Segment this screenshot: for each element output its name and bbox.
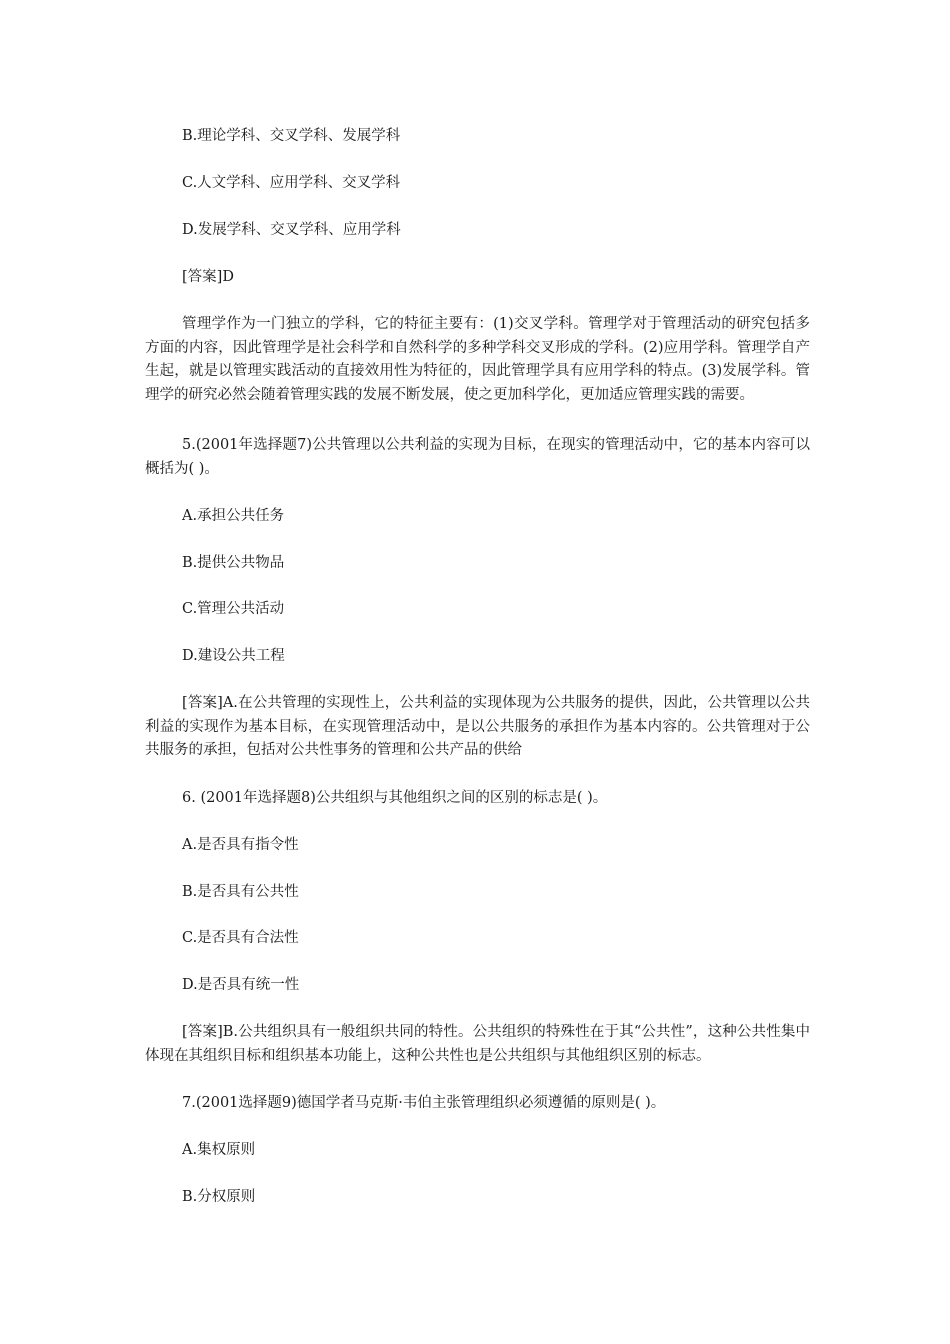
option-c-q4: C.人文学科、应用学科、交叉学科	[182, 175, 401, 191]
question-7: 7.(2001选择题9)德国学者马克斯·韦伯主张管理组织必须遵循的原则是( )。	[182, 1095, 666, 1111]
option-a-q6: A.是否具有指令性	[182, 837, 299, 853]
answer-q5: [答案]A.在公共管理的实现性上，公共利益的实现体现为公共服务的提供，因此，公共管理以公共利益的实现作为基本目标，在实现管理活动中，是以公共服务的承担作为基本内容的。公共管理对于公共服务的承担，包括对公共性事务的管理和公共产品的供给	[145, 695, 810, 758]
option-d-q5: D.建设公共工程	[182, 648, 285, 664]
option-b-q5: B.提供公共物品	[182, 555, 285, 571]
option-d-q6: D.是否具有统一性	[182, 977, 300, 993]
option-c-q6: C.是否具有合法性	[182, 930, 299, 946]
question-6: 6. (2001年选择题8)公共组织与其他组织之间的区别的标志是( )。	[182, 790, 608, 806]
option-b-q4: B.理论学科、交叉学科、发展学科	[182, 128, 401, 144]
option-c-q5: C.管理公共活动	[182, 601, 285, 617]
option-d-q4: D.发展学科、交叉学科、应用学科	[182, 222, 401, 238]
option-a-q5: A.承担公共任务	[182, 508, 285, 524]
option-b-q7: B.分权原则	[182, 1189, 256, 1205]
explanation-q4: 管理学作为一门独立的学科，它的特征主要有：(1)交叉学科。管理学对于管理活动的研究包括多方面的内容，因此管理学是社会科学和自然科学的多种学科交叉形成的学科。(2)应用学科。管理学自产生起，就是以管理实践活动的直接效用性为特征的，因此管理学具有应用学科的特点。(3)发展学科。管理学的研究必然会随着管理实践的发展不断发展，使之更加科学化，更加适应管理实践的需要。	[145, 316, 810, 403]
option-a-q7: A.集权原则	[182, 1142, 256, 1158]
answer-q4: [答案]D	[182, 269, 234, 285]
option-b-q6: B.是否具有公共性	[182, 884, 299, 900]
answer-q6: [答案]B.公共组织具有一般组织共同的特性。公共组织的特殊性在于其“公共性”，这种公共性集中体现在其组织目标和组织基本功能上，这种公共性也是公共组织与其他组织区别的标志。	[145, 1024, 810, 1064]
question-5: 5.(2001年选择题7)公共管理以公共利益的实现为目标，在现实的管理活动中，它的基本内容可以概括为( )。	[145, 437, 810, 477]
